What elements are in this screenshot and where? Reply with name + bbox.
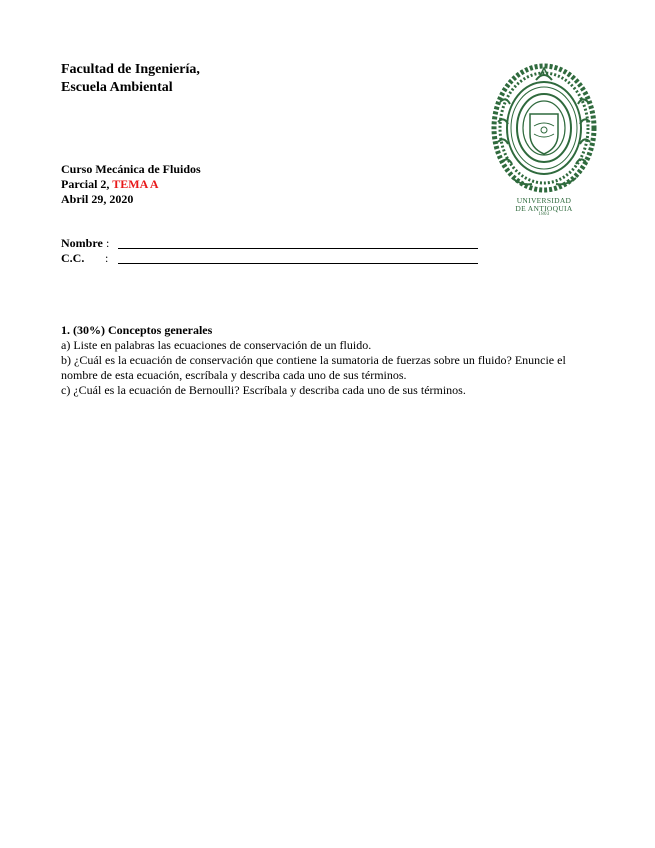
exam-date: Abril 29, 2020 — [61, 192, 134, 206]
question-1-item-c: c) ¿Cuál es la ecuación de Bernoulli? Escríbala y describa cada uno de sus términos. — [61, 383, 466, 397]
name-separator: : — [106, 236, 110, 250]
course-info — [61, 162, 201, 207]
question-1 — [61, 323, 596, 398]
id-blank-line[interactable] — [118, 263, 478, 264]
question-1-item-b: b) ¿Cuál es la ecuación de conservación que contiene la sumatoria de fuerzas sobre un fluido? Enuncie el nombre de esta ecuación, escríbala y describa cada uno de sus términos. — [61, 353, 566, 382]
question-1-title: 1. (30%) Conceptos generales — [61, 323, 213, 337]
university-logo — [490, 62, 598, 218]
exam-line — [61, 177, 201, 192]
name-label: Nombre — [61, 236, 103, 250]
id-label: C.C. — [61, 251, 85, 265]
student-fields — [61, 236, 481, 266]
name-field-row — [61, 236, 481, 251]
school-name: Escuela Ambiental — [61, 80, 173, 95]
course-title: Curso Mecánica de Fluidos — [61, 162, 201, 176]
logo-year: 1803 — [538, 212, 550, 217]
faculty-name: Facultad de Ingeniería, — [61, 62, 200, 77]
university-seal-icon — [490, 62, 598, 198]
logo-university-line2: DE ANTIOQUIA — [515, 204, 573, 213]
exam-tema: TEMA A — [112, 177, 159, 191]
name-blank-line[interactable] — [118, 248, 478, 249]
question-1-item-a: a) Liste en palabras las ecuaciones de conservación de un fluido. — [61, 338, 372, 352]
faculty-header — [61, 61, 200, 97]
id-separator: : — [105, 251, 109, 265]
exam-prefix: Parcial 2, — [61, 177, 110, 191]
logo-university-line1: UNIVERSIDAD — [516, 196, 572, 205]
id-field-row — [61, 251, 481, 266]
